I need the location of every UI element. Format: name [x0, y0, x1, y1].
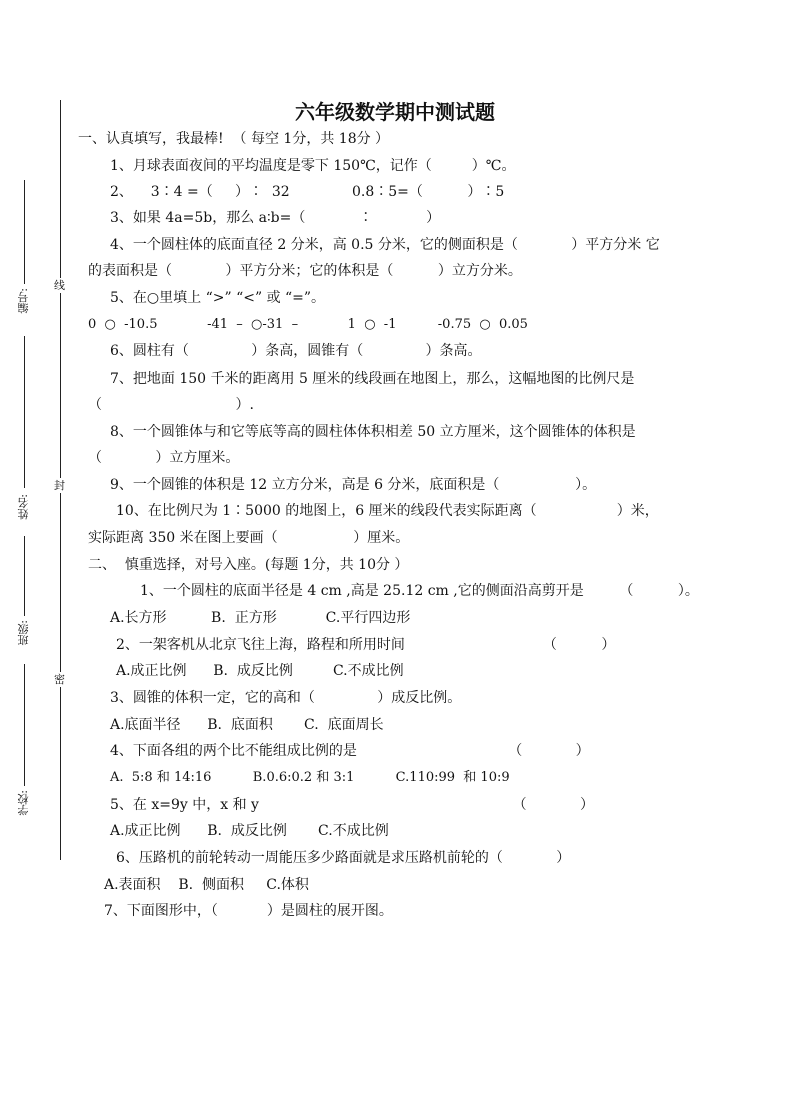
- page-title: 六年级数学期中测试题: [295, 100, 495, 124]
- question-line: 9、一个圆锥的体积是 12 立方分米，高是 6 分米，底面积是（ ）。: [110, 477, 597, 493]
- question-line: 4、下面各组的两个比不能组成比例的是 （ ）: [110, 743, 590, 759]
- seal-mark-line: 线: [54, 279, 65, 292]
- option-line: A.表面积 B. 侧面积 C.体积: [104, 877, 309, 893]
- question-line: 3、圆锥的体积一定，它的高和（ ）成反比例。: [110, 690, 462, 706]
- option-line: A.长方形 B. 正方形 C.平行四边形: [110, 610, 411, 626]
- label-class: 班级:: [17, 620, 30, 646]
- question-line: 1、月球表面夜间的平均温度是零下 150℃，记作（ ）℃。: [110, 158, 516, 174]
- question-line: 8、一个圆锥体与和它等底等高的圆柱体体积相差 50 立方厘米，这个圆锥体的体积是: [110, 424, 636, 440]
- question-line: 5、在 x=9y 中，x 和 y （ ）: [110, 797, 595, 813]
- option-line: A.底面半径 B. 底面积 C. 底面周长: [110, 717, 384, 733]
- school-fill-line: [24, 664, 25, 786]
- question-line: 3、如果 4a=5b，那么 a∶b=（ ∶ ）: [110, 210, 441, 226]
- question-line: 实际距离 350 米在图上要画（ ）厘米。: [88, 530, 410, 546]
- question-line: 7、把地面 150 千米的距离用 5 厘米的线段画在地图上，那么，这幅地图的比例尺是: [110, 371, 635, 387]
- question-line: 4、一个圆柱体的底面直径 2 分米，高 0.5 分米，它的侧面积是（ ）平方分米 它: [110, 237, 660, 253]
- option-line: A.成正比例 B. 成反比例 C.不成比例: [110, 823, 389, 839]
- section1-heading: 一、认真填写，我最棒! （ 每空 1分，共 18分 ）: [78, 131, 390, 147]
- seal-mark-seal: 封: [54, 479, 65, 492]
- question-line: 6、压路机的前轮转动一周能压多少路面就是求压路机前轮的（ ）: [116, 850, 571, 866]
- class-fill-line: [24, 536, 25, 616]
- question-line: 2、一架客机从北京飞往上海，路程和所用时间 （ ）: [116, 637, 616, 653]
- label-school: 学校:: [17, 790, 30, 816]
- question-line: （ ）立方厘米。: [88, 450, 240, 466]
- option-line: A.成正比例 B. 成反比例 C.不成比例: [116, 663, 404, 679]
- question-line: 2、 3∶4 =（ ）∶ 32 0.8∶5=（ ）∶5: [110, 184, 505, 200]
- question-line: 7、下面图形中，（ ）是圆柱的展开图。: [104, 903, 393, 919]
- question-line: 5、在○里填上 “>” “<” 或 “=”。: [110, 290, 326, 306]
- seal-mark-secret: 密: [54, 673, 65, 686]
- label-name: 姓名:: [17, 494, 30, 520]
- question-line: 6、圆柱有（ ）条高，圆锥有（ ）条高。: [110, 343, 482, 359]
- option-line: A. 5:8 和 14:16 B.0.6:0.2 和 3:1 C.110:99 和 10:9: [110, 770, 510, 785]
- label-number: 编号:: [17, 288, 30, 314]
- question-line: 的表面积是（ ）平方分米；它的体积是（ ）立方分米。: [88, 263, 522, 279]
- question-line: （ ）.: [88, 397, 254, 413]
- section2-heading: 二、 慎重选择，对号入座。(每题 1分，共 10分 ）: [88, 557, 409, 573]
- question-line: 1、一个圆柱的底面半径是 4 cm ,高是 25.12 cm ,它的侧面沿高剪开是 （ ）。: [140, 583, 699, 599]
- name-fill-line: [24, 336, 25, 488]
- question-line: 0 ○ -10.5 -41 – ○-31 – 1 ○ -1 -0.75 ○ 0.05: [88, 317, 528, 332]
- question-line: 10、在比例尺为 1∶5000 的地图上，6 厘米的线段代表实际距离（ ）米，: [116, 503, 659, 519]
- number-fill-line: [24, 180, 25, 284]
